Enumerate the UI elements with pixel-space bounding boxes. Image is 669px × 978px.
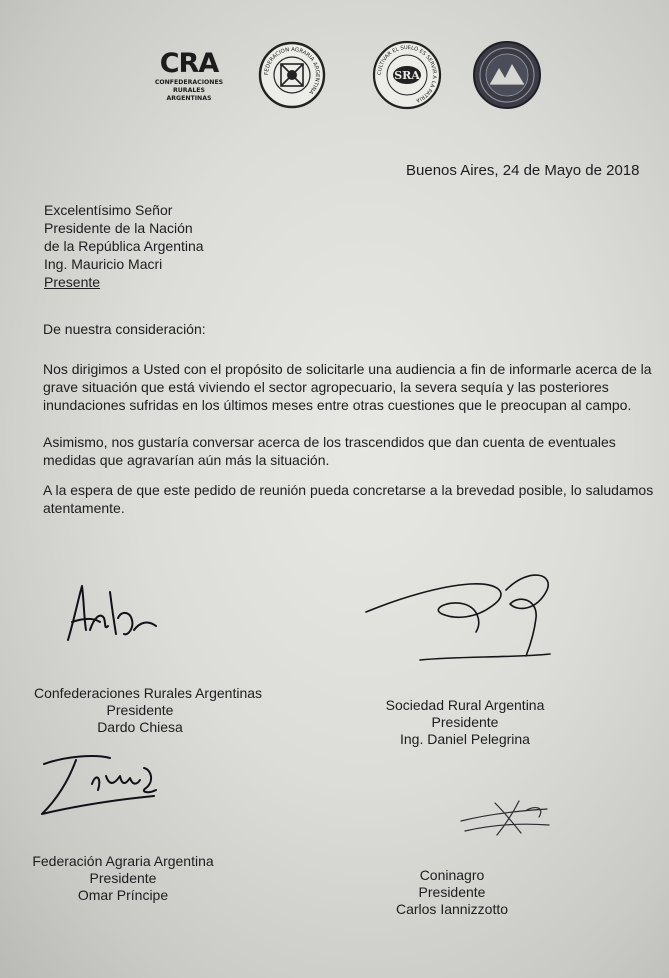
svg-text:ARGENTINAS: ARGENTINAS <box>166 95 212 102</box>
signatory-block-sra <box>376 697 554 748</box>
svg-text:FEDERACION AGRARIA ARGENTINA: FEDERACION AGRARIA ARGENTINA <box>263 46 321 95</box>
svg-text:CONFEDERACIONES: CONFEDERACIONES <box>154 79 224 86</box>
addressee-line: Excelentísimo Señor <box>44 202 173 218</box>
signatory-organization: Sociedad Rural Argentina <box>385 697 545 713</box>
signature-scribble <box>36 742 166 822</box>
salutation: De nuestra consideración: <box>43 321 206 337</box>
body-paragraph <box>43 360 652 414</box>
svg-text:RURALES: RURALES <box>173 87 205 94</box>
signature-daniel-pelegrina <box>360 560 560 665</box>
addressee-line: Ing. Mauricio Macri <box>44 256 163 272</box>
signature-omar-principe <box>36 742 166 822</box>
signatory-block-coninagro <box>392 867 512 918</box>
body-line: Nos dirigimos a Usted con el propósito de solicitarle una audiencia a fin de informarle acerca de la <box>43 361 652 377</box>
body-line: A la espera de que este pedido de reunión pueda concretarse a la brevedad posible, lo saludamos <box>43 482 654 498</box>
signatory-role: Presidente <box>89 870 157 886</box>
signatory-role: Presidente <box>418 884 486 900</box>
signatory-name: Ing. Daniel Pelegrina <box>400 731 530 747</box>
addressee-block <box>44 201 204 291</box>
faa-seal <box>258 41 326 109</box>
body-line: inundaciones sufridas en los últimos meses entre otras cuestiones que le preocupan al campo. <box>43 397 632 413</box>
signature-carlos-iannizzotto <box>455 795 555 840</box>
signatory-name: Dardo Chiesa <box>97 719 183 735</box>
signatory-organization: Confederaciones Rurales Argentinas <box>34 685 263 701</box>
body-line: medidas que agravarían aún más la situación. <box>43 452 330 468</box>
svg-text:SRA: SRA <box>394 69 420 82</box>
signature-scribble <box>60 578 160 648</box>
svg-text:CRA: CRA <box>159 48 219 79</box>
sra-seal-mark <box>372 40 442 110</box>
coninagro-seal-mark <box>472 40 542 110</box>
body-line: grave situación que está viviendo el sector agropecuario, la severa sequía y las posteriores <box>43 379 609 395</box>
body-line: atentamente. <box>43 500 125 516</box>
signatory-organization: Federación Agraria Argentina <box>32 853 214 869</box>
signatory-role: Presidente <box>106 702 174 718</box>
addressee-line: de la República Argentina <box>44 238 204 254</box>
signatory-block-cra <box>34 685 263 736</box>
signatory-organization: Coninagro <box>419 867 485 883</box>
signature-dardo-chiesa <box>60 578 160 648</box>
addressee-presente: Presente <box>44 274 101 290</box>
signatory-name: Carlos Iannizzotto <box>395 901 509 917</box>
cra-logo <box>148 44 230 104</box>
faa-seal-mark <box>258 41 326 109</box>
body-paragraph <box>43 481 653 517</box>
signatory-block-faa <box>28 853 218 904</box>
body-paragraph <box>43 433 616 469</box>
signatory-name: Omar Príncipe <box>77 887 169 903</box>
body-line: Asimismo, nos gustaría conversar acerca de los trascendidos que dan cuenta de eventuales <box>43 434 616 450</box>
cra-logo-mark <box>148 44 230 104</box>
date-line: Buenos Aires, 24 de Mayo de 2018 <box>406 162 640 179</box>
sra-seal <box>372 40 442 110</box>
addressee-line: Presidente de la Nación <box>44 220 193 236</box>
svg-text:CULTIVAR EL SUELO ES SERVIR A: CULTIVAR EL SUELO ES SERVIR A LA PATRIA <box>376 44 438 104</box>
coninagro-seal <box>472 40 542 110</box>
signature-scribble <box>360 560 560 665</box>
signatory-role: Presidente <box>431 714 499 730</box>
signature-scribble <box>455 795 555 840</box>
